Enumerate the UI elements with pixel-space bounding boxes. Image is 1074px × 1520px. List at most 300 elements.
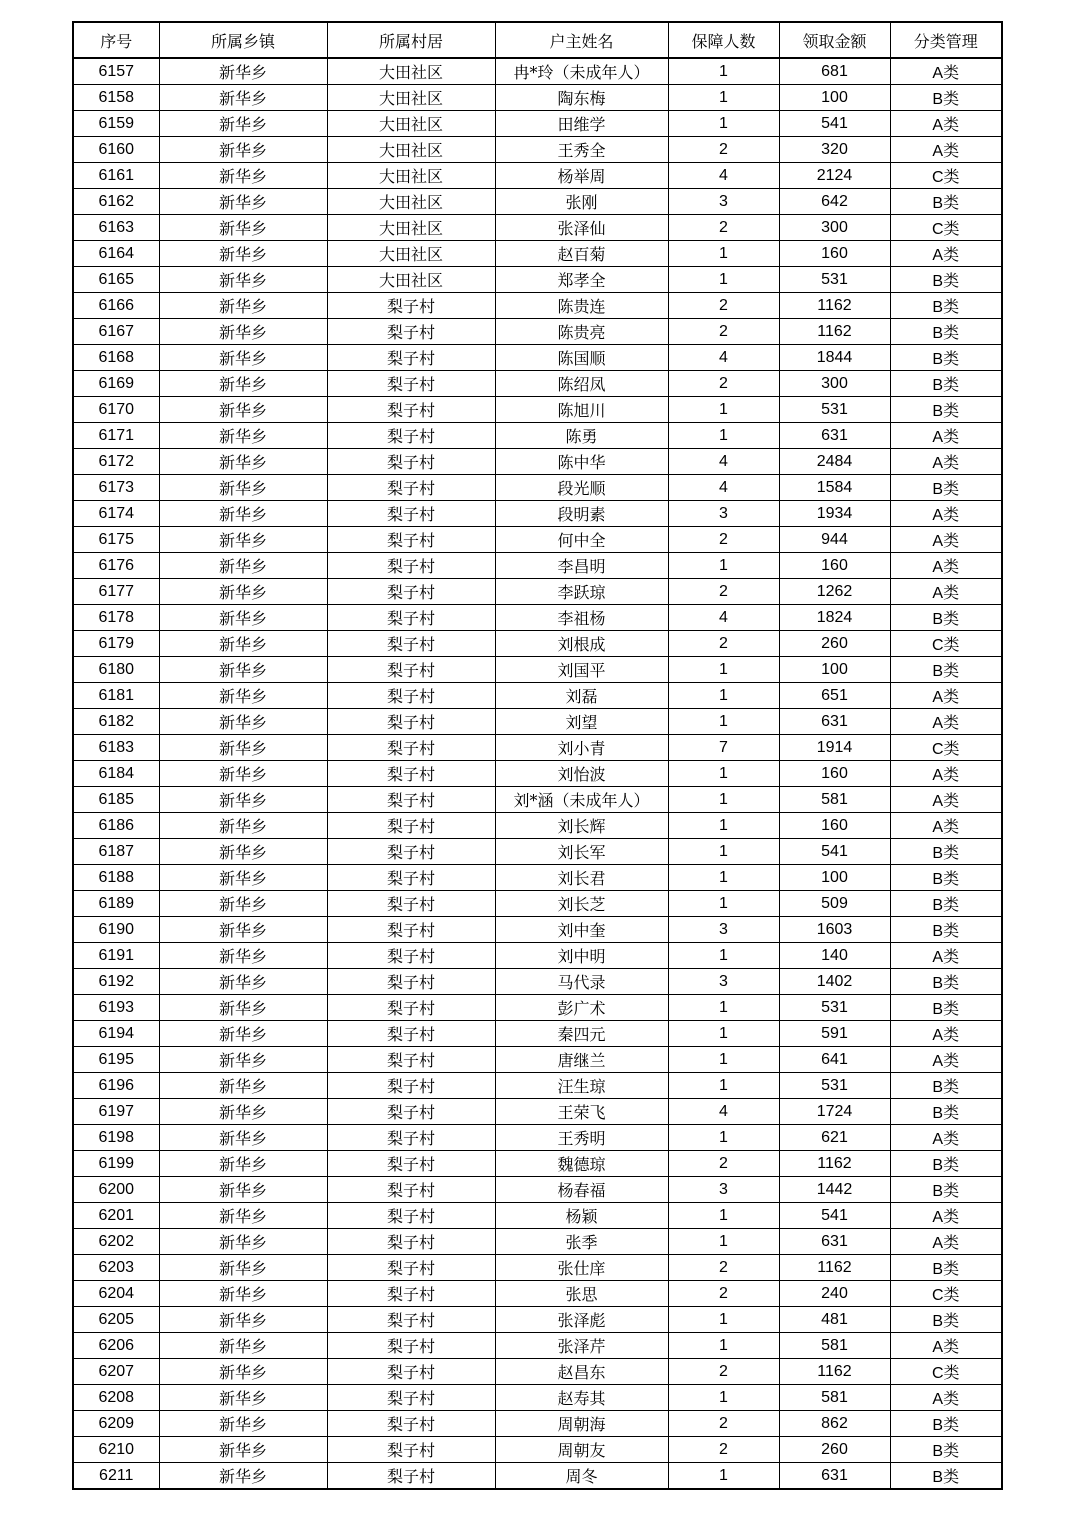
cell-village: 梨子村 xyxy=(327,969,495,995)
cell-township: 新华乡 xyxy=(159,969,327,995)
cell-householder: 刘根成 xyxy=(495,631,668,657)
cell-village: 大田社区 xyxy=(327,189,495,215)
cell-serial: 6170 xyxy=(73,397,159,423)
cell-covered-persons: 1 xyxy=(668,813,779,839)
cell-covered-persons: 1 xyxy=(668,995,779,1021)
cell-covered-persons: 2 xyxy=(668,319,779,345)
cell-village: 梨子村 xyxy=(327,1463,495,1490)
cell-category: C类 xyxy=(890,631,1002,657)
cell-householder: 张季 xyxy=(495,1229,668,1255)
cell-amount: 541 xyxy=(779,839,890,865)
cell-category: A类 xyxy=(890,709,1002,735)
cell-village: 大田社区 xyxy=(327,85,495,111)
cell-householder: 陈中华 xyxy=(495,449,668,475)
table-row xyxy=(73,657,1002,683)
cell-township: 新华乡 xyxy=(159,1229,327,1255)
cell-village: 梨子村 xyxy=(327,1073,495,1099)
cell-amount: 300 xyxy=(779,215,890,241)
table-row xyxy=(73,553,1002,579)
header-category: 分类管理 xyxy=(890,22,1002,58)
cell-amount: 541 xyxy=(779,1203,890,1229)
cell-amount: 100 xyxy=(779,85,890,111)
cell-category: A类 xyxy=(890,423,1002,449)
cell-village: 大田社区 xyxy=(327,267,495,293)
cell-amount: 631 xyxy=(779,709,890,735)
cell-village: 梨子村 xyxy=(327,631,495,657)
cell-householder: 陈勇 xyxy=(495,423,668,449)
cell-householder: 李昌明 xyxy=(495,553,668,579)
cell-township: 新华乡 xyxy=(159,241,327,267)
cell-householder: 李祖杨 xyxy=(495,605,668,631)
cell-amount: 240 xyxy=(779,1281,890,1307)
cell-category: A类 xyxy=(890,527,1002,553)
cell-category: A类 xyxy=(890,1021,1002,1047)
cell-serial: 6183 xyxy=(73,735,159,761)
cell-serial: 6163 xyxy=(73,215,159,241)
cell-serial: 6198 xyxy=(73,1125,159,1151)
table-row xyxy=(73,813,1002,839)
cell-householder: 魏德琼 xyxy=(495,1151,668,1177)
cell-township: 新华乡 xyxy=(159,371,327,397)
cell-amount: 621 xyxy=(779,1125,890,1151)
cell-township: 新华乡 xyxy=(159,1151,327,1177)
cell-householder: 陈贵亮 xyxy=(495,319,668,345)
cell-covered-persons: 2 xyxy=(668,527,779,553)
cell-serial: 6167 xyxy=(73,319,159,345)
cell-amount: 1162 xyxy=(779,1151,890,1177)
cell-householder: 王秀全 xyxy=(495,137,668,163)
cell-covered-persons: 1 xyxy=(668,1307,779,1333)
cell-serial: 6182 xyxy=(73,709,159,735)
cell-village: 梨子村 xyxy=(327,449,495,475)
cell-category: A类 xyxy=(890,761,1002,787)
table-row xyxy=(73,1021,1002,1047)
cell-serial: 6200 xyxy=(73,1177,159,1203)
cell-householder: 周朝海 xyxy=(495,1411,668,1437)
cell-householder: 刘望 xyxy=(495,709,668,735)
cell-serial: 6202 xyxy=(73,1229,159,1255)
cell-serial: 6207 xyxy=(73,1359,159,1385)
cell-householder: 赵寿其 xyxy=(495,1385,668,1411)
cell-householder: 刘中明 xyxy=(495,943,668,969)
cell-category: A类 xyxy=(890,137,1002,163)
cell-township: 新华乡 xyxy=(159,449,327,475)
table-row xyxy=(73,605,1002,631)
cell-category: C类 xyxy=(890,163,1002,189)
cell-covered-persons: 1 xyxy=(668,267,779,293)
table-row xyxy=(73,1229,1002,1255)
cell-township: 新华乡 xyxy=(159,189,327,215)
cell-householder: 陈绍凤 xyxy=(495,371,668,397)
cell-householder: 刘长芝 xyxy=(495,891,668,917)
header-township: 所属乡镇 xyxy=(159,22,327,58)
cell-serial: 6196 xyxy=(73,1073,159,1099)
cell-covered-persons: 1 xyxy=(668,241,779,267)
cell-householder: 杨举周 xyxy=(495,163,668,189)
cell-village: 梨子村 xyxy=(327,683,495,709)
cell-category: B类 xyxy=(890,605,1002,631)
cell-householder: 张泽彪 xyxy=(495,1307,668,1333)
cell-amount: 160 xyxy=(779,553,890,579)
cell-amount: 531 xyxy=(779,995,890,1021)
cell-amount: 1442 xyxy=(779,1177,890,1203)
cell-householder: 汪生琼 xyxy=(495,1073,668,1099)
cell-category: A类 xyxy=(890,241,1002,267)
cell-covered-persons: 3 xyxy=(668,917,779,943)
cell-category: A类 xyxy=(890,787,1002,813)
cell-category: B类 xyxy=(890,371,1002,397)
cell-householder: 赵百菊 xyxy=(495,241,668,267)
cell-township: 新华乡 xyxy=(159,475,327,501)
cell-township: 新华乡 xyxy=(159,1307,327,1333)
cell-covered-persons: 3 xyxy=(668,189,779,215)
table-row xyxy=(73,111,1002,137)
cell-category: A类 xyxy=(890,449,1002,475)
cell-covered-persons: 2 xyxy=(668,631,779,657)
cell-serial: 6159 xyxy=(73,111,159,137)
cell-village: 大田社区 xyxy=(327,58,495,85)
cell-serial: 6205 xyxy=(73,1307,159,1333)
cell-covered-persons: 1 xyxy=(668,85,779,111)
cell-amount: 531 xyxy=(779,397,890,423)
cell-category: A类 xyxy=(890,501,1002,527)
cell-amount: 581 xyxy=(779,787,890,813)
cell-village: 梨子村 xyxy=(327,319,495,345)
cell-village: 梨子村 xyxy=(327,1437,495,1463)
cell-amount: 260 xyxy=(779,1437,890,1463)
table-row xyxy=(73,1281,1002,1307)
cell-householder: 张泽芹 xyxy=(495,1333,668,1359)
cell-covered-persons: 2 xyxy=(668,215,779,241)
cell-category: B类 xyxy=(890,267,1002,293)
cell-amount: 651 xyxy=(779,683,890,709)
cell-householder: 刘小青 xyxy=(495,735,668,761)
cell-covered-persons: 1 xyxy=(668,1229,779,1255)
cell-amount: 140 xyxy=(779,943,890,969)
cell-township: 新华乡 xyxy=(159,267,327,293)
cell-covered-persons: 4 xyxy=(668,1099,779,1125)
cell-amount: 581 xyxy=(779,1385,890,1411)
table-row xyxy=(73,163,1002,189)
cell-amount: 160 xyxy=(779,813,890,839)
cell-category: A类 xyxy=(890,111,1002,137)
cell-village: 梨子村 xyxy=(327,1411,495,1437)
cell-township: 新华乡 xyxy=(159,917,327,943)
cell-category: B类 xyxy=(890,891,1002,917)
cell-covered-persons: 1 xyxy=(668,1047,779,1073)
cell-covered-persons: 1 xyxy=(668,657,779,683)
cell-township: 新华乡 xyxy=(159,709,327,735)
cell-amount: 1844 xyxy=(779,345,890,371)
cell-village: 梨子村 xyxy=(327,891,495,917)
document-page xyxy=(72,21,1003,1490)
cell-covered-persons: 1 xyxy=(668,683,779,709)
table-row xyxy=(73,865,1002,891)
cell-amount: 160 xyxy=(779,761,890,787)
cell-householder: 李跃琼 xyxy=(495,579,668,605)
cell-category: B类 xyxy=(890,865,1002,891)
cell-amount: 1934 xyxy=(779,501,890,527)
cell-serial: 6197 xyxy=(73,1099,159,1125)
cell-village: 梨子村 xyxy=(327,735,495,761)
table-row xyxy=(73,1203,1002,1229)
cell-covered-persons: 1 xyxy=(668,709,779,735)
cell-householder: 彭广术 xyxy=(495,995,668,1021)
assistance-table xyxy=(72,21,1003,1490)
cell-covered-persons: 1 xyxy=(668,1125,779,1151)
cell-householder: 陈旭川 xyxy=(495,397,668,423)
cell-category: A类 xyxy=(890,579,1002,605)
table-row xyxy=(73,267,1002,293)
cell-covered-persons: 1 xyxy=(668,839,779,865)
cell-township: 新华乡 xyxy=(159,85,327,111)
table-row xyxy=(73,787,1002,813)
cell-township: 新华乡 xyxy=(159,137,327,163)
cell-householder: 刘国平 xyxy=(495,657,668,683)
cell-serial: 6187 xyxy=(73,839,159,865)
cell-village: 梨子村 xyxy=(327,1385,495,1411)
cell-village: 梨子村 xyxy=(327,917,495,943)
table-row xyxy=(73,891,1002,917)
cell-category: B类 xyxy=(890,1463,1002,1490)
cell-householder: 田维学 xyxy=(495,111,668,137)
cell-covered-persons: 2 xyxy=(668,1359,779,1385)
cell-serial: 6160 xyxy=(73,137,159,163)
cell-amount: 641 xyxy=(779,1047,890,1073)
cell-township: 新华乡 xyxy=(159,111,327,137)
cell-householder: 张思 xyxy=(495,1281,668,1307)
cell-township: 新华乡 xyxy=(159,501,327,527)
cell-amount: 2124 xyxy=(779,163,890,189)
cell-amount: 631 xyxy=(779,423,890,449)
cell-serial: 6177 xyxy=(73,579,159,605)
cell-category: B类 xyxy=(890,293,1002,319)
cell-category: B类 xyxy=(890,1411,1002,1437)
cell-village: 梨子村 xyxy=(327,1359,495,1385)
cell-township: 新华乡 xyxy=(159,423,327,449)
cell-amount: 1162 xyxy=(779,293,890,319)
cell-township: 新华乡 xyxy=(159,1073,327,1099)
table-row xyxy=(73,969,1002,995)
cell-covered-persons: 1 xyxy=(668,58,779,85)
cell-amount: 681 xyxy=(779,58,890,85)
table-row xyxy=(73,1307,1002,1333)
cell-village: 梨子村 xyxy=(327,1229,495,1255)
cell-village: 梨子村 xyxy=(327,293,495,319)
cell-township: 新华乡 xyxy=(159,787,327,813)
cell-amount: 300 xyxy=(779,371,890,397)
cell-amount: 1162 xyxy=(779,319,890,345)
cell-householder: 赵昌东 xyxy=(495,1359,668,1385)
cell-township: 新华乡 xyxy=(159,397,327,423)
table-row xyxy=(73,241,1002,267)
cell-township: 新华乡 xyxy=(159,1021,327,1047)
cell-township: 新华乡 xyxy=(159,735,327,761)
cell-village: 梨子村 xyxy=(327,1177,495,1203)
cell-amount: 100 xyxy=(779,657,890,683)
cell-township: 新华乡 xyxy=(159,683,327,709)
table-row xyxy=(73,293,1002,319)
cell-serial: 6157 xyxy=(73,58,159,85)
cell-township: 新华乡 xyxy=(159,1411,327,1437)
cell-village: 梨子村 xyxy=(327,709,495,735)
cell-serial: 6166 xyxy=(73,293,159,319)
cell-village: 梨子村 xyxy=(327,527,495,553)
cell-township: 新华乡 xyxy=(159,891,327,917)
table-row xyxy=(73,1333,1002,1359)
table-row xyxy=(73,1463,1002,1490)
table-row xyxy=(73,709,1002,735)
cell-category: B类 xyxy=(890,657,1002,683)
cell-householder: 段明素 xyxy=(495,501,668,527)
cell-covered-persons: 4 xyxy=(668,345,779,371)
cell-village: 梨子村 xyxy=(327,1255,495,1281)
cell-serial: 6195 xyxy=(73,1047,159,1073)
cell-category: C类 xyxy=(890,1359,1002,1385)
cell-householder: 何中全 xyxy=(495,527,668,553)
cell-serial: 6169 xyxy=(73,371,159,397)
cell-township: 新华乡 xyxy=(159,319,327,345)
cell-category: A类 xyxy=(890,1047,1002,1073)
table-row xyxy=(73,1125,1002,1151)
cell-amount: 591 xyxy=(779,1021,890,1047)
cell-householder: 冉*玲（未成年人） xyxy=(495,58,668,85)
header-householder: 户主姓名 xyxy=(495,22,668,58)
cell-covered-persons: 1 xyxy=(668,1073,779,1099)
cell-covered-persons: 1 xyxy=(668,761,779,787)
cell-village: 大田社区 xyxy=(327,163,495,189)
cell-serial: 6211 xyxy=(73,1463,159,1490)
cell-serial: 6192 xyxy=(73,969,159,995)
cell-householder: 刘长君 xyxy=(495,865,668,891)
cell-householder: 陈国顺 xyxy=(495,345,668,371)
cell-serial: 6203 xyxy=(73,1255,159,1281)
cell-serial: 6208 xyxy=(73,1385,159,1411)
cell-category: B类 xyxy=(890,397,1002,423)
cell-village: 梨子村 xyxy=(327,1333,495,1359)
cell-township: 新华乡 xyxy=(159,1177,327,1203)
cell-householder: 刘长辉 xyxy=(495,813,668,839)
cell-serial: 6172 xyxy=(73,449,159,475)
cell-village: 大田社区 xyxy=(327,241,495,267)
cell-village: 梨子村 xyxy=(327,423,495,449)
cell-township: 新华乡 xyxy=(159,293,327,319)
cell-covered-persons: 2 xyxy=(668,1281,779,1307)
cell-village: 梨子村 xyxy=(327,501,495,527)
cell-township: 新华乡 xyxy=(159,605,327,631)
cell-township: 新华乡 xyxy=(159,553,327,579)
cell-covered-persons: 3 xyxy=(668,969,779,995)
cell-serial: 6191 xyxy=(73,943,159,969)
cell-householder: 杨颖 xyxy=(495,1203,668,1229)
cell-category: B类 xyxy=(890,319,1002,345)
table-row xyxy=(73,839,1002,865)
cell-covered-persons: 1 xyxy=(668,1463,779,1490)
cell-householder: 马代录 xyxy=(495,969,668,995)
cell-category: B类 xyxy=(890,475,1002,501)
table-row xyxy=(73,1359,1002,1385)
cell-category: C类 xyxy=(890,215,1002,241)
cell-amount: 1724 xyxy=(779,1099,890,1125)
cell-serial: 6184 xyxy=(73,761,159,787)
cell-village: 梨子村 xyxy=(327,943,495,969)
cell-householder: 刘磊 xyxy=(495,683,668,709)
table-row xyxy=(73,1385,1002,1411)
cell-township: 新华乡 xyxy=(159,1255,327,1281)
cell-category: A类 xyxy=(890,1229,1002,1255)
cell-category: B类 xyxy=(890,969,1002,995)
cell-township: 新华乡 xyxy=(159,527,327,553)
cell-amount: 1914 xyxy=(779,735,890,761)
cell-township: 新华乡 xyxy=(159,1333,327,1359)
cell-township: 新华乡 xyxy=(159,163,327,189)
cell-amount: 944 xyxy=(779,527,890,553)
table-row xyxy=(73,1151,1002,1177)
cell-category: A类 xyxy=(890,1203,1002,1229)
cell-amount: 1603 xyxy=(779,917,890,943)
cell-amount: 531 xyxy=(779,267,890,293)
table-row xyxy=(73,319,1002,345)
cell-amount: 100 xyxy=(779,865,890,891)
table-row xyxy=(73,215,1002,241)
cell-covered-persons: 2 xyxy=(668,293,779,319)
cell-householder: 王秀明 xyxy=(495,1125,668,1151)
cell-covered-persons: 1 xyxy=(668,1385,779,1411)
cell-village: 梨子村 xyxy=(327,839,495,865)
cell-covered-persons: 2 xyxy=(668,1411,779,1437)
table-row xyxy=(73,423,1002,449)
cell-township: 新华乡 xyxy=(159,943,327,969)
cell-serial: 6189 xyxy=(73,891,159,917)
cell-amount: 541 xyxy=(779,111,890,137)
cell-amount: 1162 xyxy=(779,1255,890,1281)
cell-serial: 6209 xyxy=(73,1411,159,1437)
cell-covered-persons: 7 xyxy=(668,735,779,761)
cell-covered-persons: 1 xyxy=(668,787,779,813)
cell-covered-persons: 1 xyxy=(668,1333,779,1359)
cell-serial: 6161 xyxy=(73,163,159,189)
table-row xyxy=(73,527,1002,553)
cell-serial: 6171 xyxy=(73,423,159,449)
cell-amount: 1402 xyxy=(779,969,890,995)
table-row xyxy=(73,475,1002,501)
table-row xyxy=(73,1255,1002,1281)
cell-category: A类 xyxy=(890,1333,1002,1359)
cell-category: B类 xyxy=(890,345,1002,371)
cell-category: A类 xyxy=(890,1125,1002,1151)
cell-covered-persons: 1 xyxy=(668,943,779,969)
cell-township: 新华乡 xyxy=(159,865,327,891)
cell-covered-persons: 4 xyxy=(668,475,779,501)
cell-township: 新华乡 xyxy=(159,1385,327,1411)
cell-serial: 6173 xyxy=(73,475,159,501)
cell-covered-persons: 2 xyxy=(668,1437,779,1463)
table-row xyxy=(73,735,1002,761)
cell-serial: 6164 xyxy=(73,241,159,267)
table-row xyxy=(73,579,1002,605)
table-row xyxy=(73,1047,1002,1073)
cell-township: 新华乡 xyxy=(159,1281,327,1307)
cell-category: B类 xyxy=(890,1255,1002,1281)
cell-serial: 6158 xyxy=(73,85,159,111)
cell-householder: 陶东梅 xyxy=(495,85,668,111)
cell-householder: 杨春福 xyxy=(495,1177,668,1203)
table-row xyxy=(73,631,1002,657)
cell-category: B类 xyxy=(890,1151,1002,1177)
table-row xyxy=(73,1099,1002,1125)
cell-township: 新华乡 xyxy=(159,761,327,787)
table-row xyxy=(73,943,1002,969)
